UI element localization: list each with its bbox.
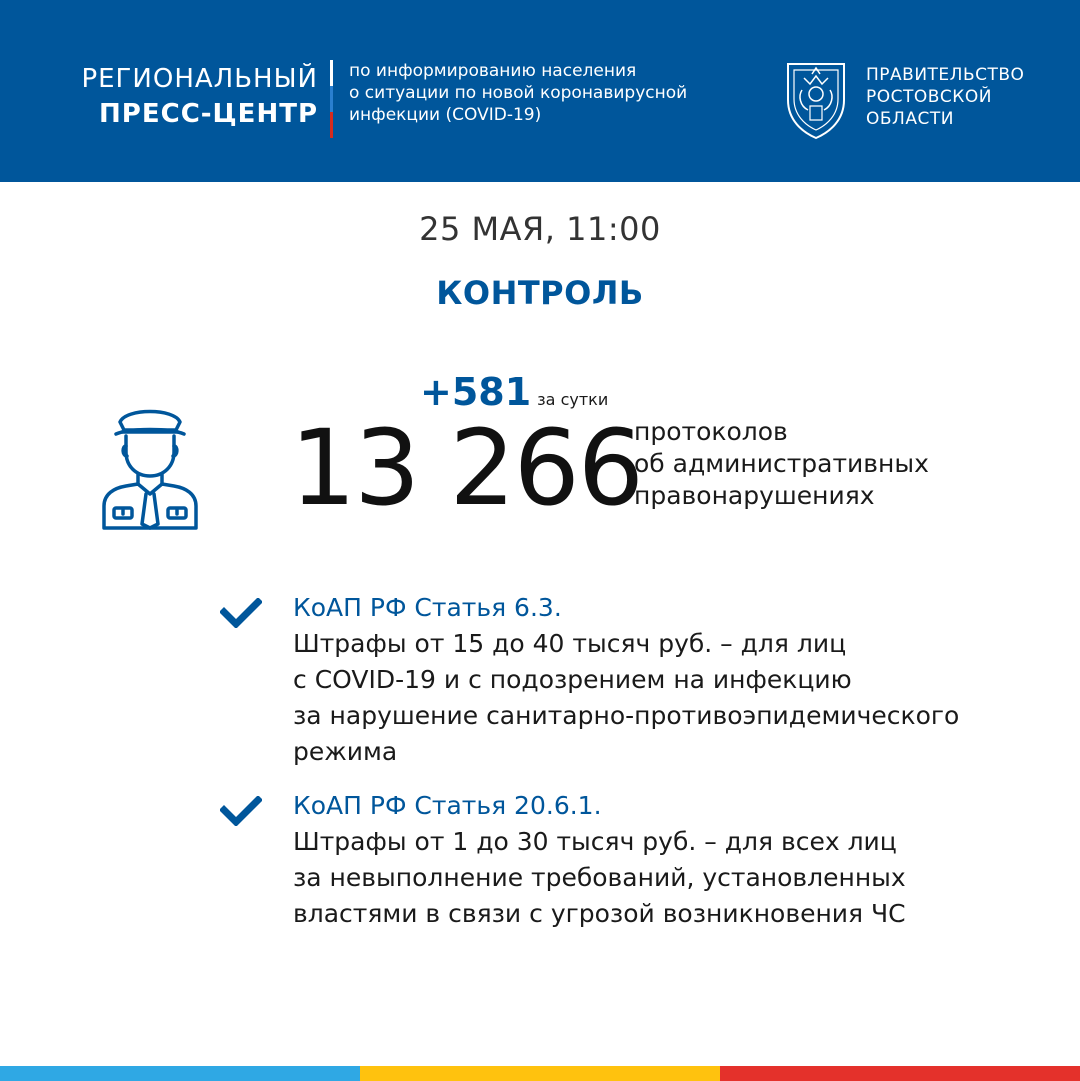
checkmark-icon xyxy=(220,598,262,628)
checkmark-icon xyxy=(220,796,262,826)
header-banner xyxy=(0,0,1080,182)
subtitle-line: о ситуации по новой коронавирусной xyxy=(349,83,688,103)
daily-increase-period: за сутки xyxy=(537,390,609,409)
total-protocols-description xyxy=(634,416,929,512)
rule-text-line: за невыполнение требований, установленных xyxy=(293,863,906,892)
description-line: правонарушениях xyxy=(634,481,875,510)
rule-item xyxy=(220,590,1040,770)
report-date: 25 МАЯ, 11:00 xyxy=(419,210,661,248)
rule-text xyxy=(293,626,959,770)
footer-bar-blue xyxy=(0,1066,360,1081)
rule-item xyxy=(220,788,1040,938)
rostov-coat-of-arms-icon xyxy=(780,56,852,140)
gov-line: ПРАВИТЕЛЬСТВО xyxy=(866,65,1025,85)
press-center-title xyxy=(40,62,318,132)
government-title xyxy=(866,64,1024,130)
rule-text-line: с COVID-19 и с подозрением на инфекцию xyxy=(293,665,852,694)
rule-text-line: властями в связи с угрозой возникновения ЧС xyxy=(293,899,906,928)
rule-text xyxy=(293,824,906,932)
footer-bar-red xyxy=(720,1066,1080,1081)
footer-bar-yellow xyxy=(360,1066,720,1081)
press-title-line1: РЕГИОНАЛЬНЫЙ xyxy=(81,64,318,94)
press-center-subtitle xyxy=(349,60,687,126)
subtitle-line: по информированию населения xyxy=(349,61,637,81)
press-title-line2: ПРЕСС-ЦЕНТР xyxy=(99,99,318,129)
total-protocols-value: 13 266 xyxy=(290,407,642,529)
tricolor-divider xyxy=(330,60,333,138)
rule-text-line: Штрафы от 15 до 40 тысяч руб. – для лиц xyxy=(293,629,847,658)
rule-text-line: режима xyxy=(293,737,398,766)
rule-title: КоАП РФ Статья 20.6.1. xyxy=(293,791,602,820)
daily-increase-value: +581 xyxy=(420,370,532,414)
description-line: об административных xyxy=(634,449,929,478)
rule-text-line: за нарушение санитарно-противоэпидемического xyxy=(293,701,960,730)
footer-color-bar xyxy=(0,1066,1080,1081)
section-title: КОНТРОЛЬ xyxy=(436,274,644,312)
rule-text-line: Штрафы от 1 до 30 тысяч руб. – для всех лиц xyxy=(293,827,897,856)
subtitle-line: инфекции (COVID-19) xyxy=(349,105,542,125)
gov-line: РОСТОВСКОЙ xyxy=(866,87,992,107)
police-officer-icon xyxy=(96,402,204,532)
gov-line: ОБЛАСТИ xyxy=(866,109,954,129)
description-line: протоколов xyxy=(634,417,788,446)
rule-title: КоАП РФ Статья 6.3. xyxy=(293,593,562,622)
